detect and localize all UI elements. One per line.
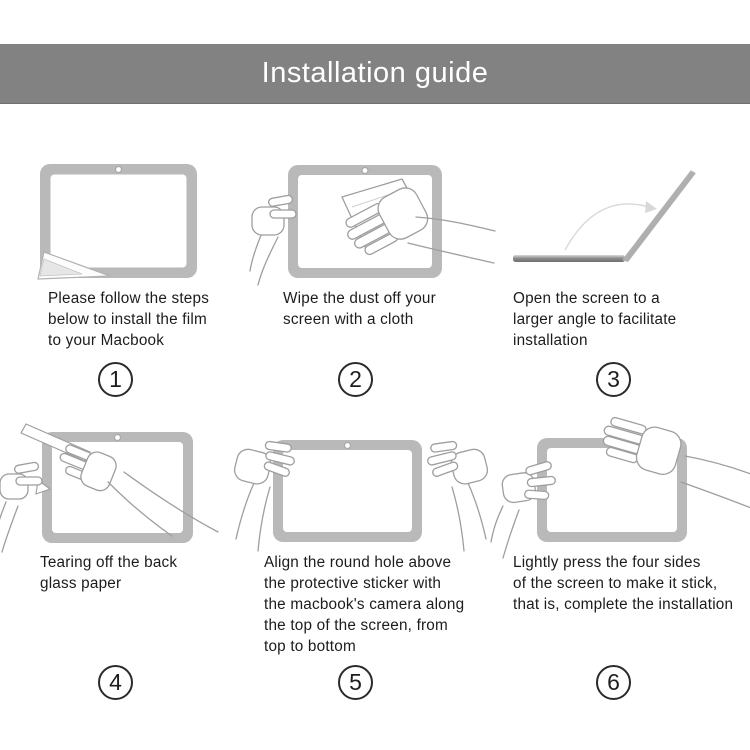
- step3-number-badge: 3: [596, 362, 631, 397]
- right-corner-grip-hand: [427, 441, 490, 551]
- camera-dot: [116, 167, 122, 173]
- caption-line: the top of the screen, from: [264, 617, 448, 634]
- caption-line: to your Macbook: [48, 332, 165, 349]
- step6-number-badge: 6: [596, 665, 631, 700]
- camera-dot: [115, 435, 121, 441]
- step3-open-laptop-illustration: [505, 158, 705, 270]
- screen-frame: [273, 440, 422, 542]
- caption-line: Align the round hole above: [264, 554, 452, 571]
- caption-line: Open the screen to a: [513, 290, 660, 307]
- caption-line: installation: [513, 332, 588, 349]
- step4-number-badge: 4: [98, 665, 133, 700]
- caption-line: screen with a cloth: [283, 311, 414, 328]
- caption-line: the macbook's camera along: [264, 596, 465, 613]
- step6-press-illustration: [495, 418, 750, 558]
- step5-caption: [264, 552, 464, 657]
- caption-line: Wipe the dust off your: [283, 290, 436, 307]
- camera-dot: [345, 443, 351, 449]
- step1-number-badge: 1: [98, 362, 133, 397]
- step1-caption: [48, 288, 209, 351]
- step2-number-badge: 2: [338, 362, 373, 397]
- caption-line: larger angle to facilitate: [513, 311, 677, 328]
- step4-tearing-illustration: [0, 418, 250, 563]
- step4-caption: [40, 552, 177, 594]
- header-banner: [0, 44, 750, 104]
- caption-line: glass paper: [40, 575, 122, 592]
- step6-caption: [513, 552, 733, 615]
- step5-align-illustration: [240, 425, 500, 560]
- step1-screen-peel-illustration: [30, 155, 210, 285]
- caption-line: Please follow the steps: [48, 290, 210, 307]
- laptop-base: [513, 255, 625, 262]
- caption-line: that is, complete the installation: [513, 596, 734, 613]
- caption-line: of the screen to make it stick,: [513, 575, 718, 592]
- caption-line: the protective sticker with: [264, 575, 442, 592]
- step3-caption: [513, 288, 676, 351]
- step2-wipe-illustration: [250, 155, 495, 293]
- page-title: Installation guide: [261, 57, 489, 89]
- caption-line: below to install the film: [48, 311, 207, 328]
- caption-line: top to bottom: [264, 638, 356, 655]
- caption-line: Tearing off the back: [40, 554, 178, 571]
- arrowhead: [645, 201, 657, 213]
- caption-line: Lightly press the four sides: [513, 554, 701, 571]
- step5-number-badge: 5: [338, 665, 373, 700]
- camera-dot: [362, 168, 368, 174]
- step2-caption: [283, 288, 436, 330]
- laptop-screen-panel: [622, 170, 696, 262]
